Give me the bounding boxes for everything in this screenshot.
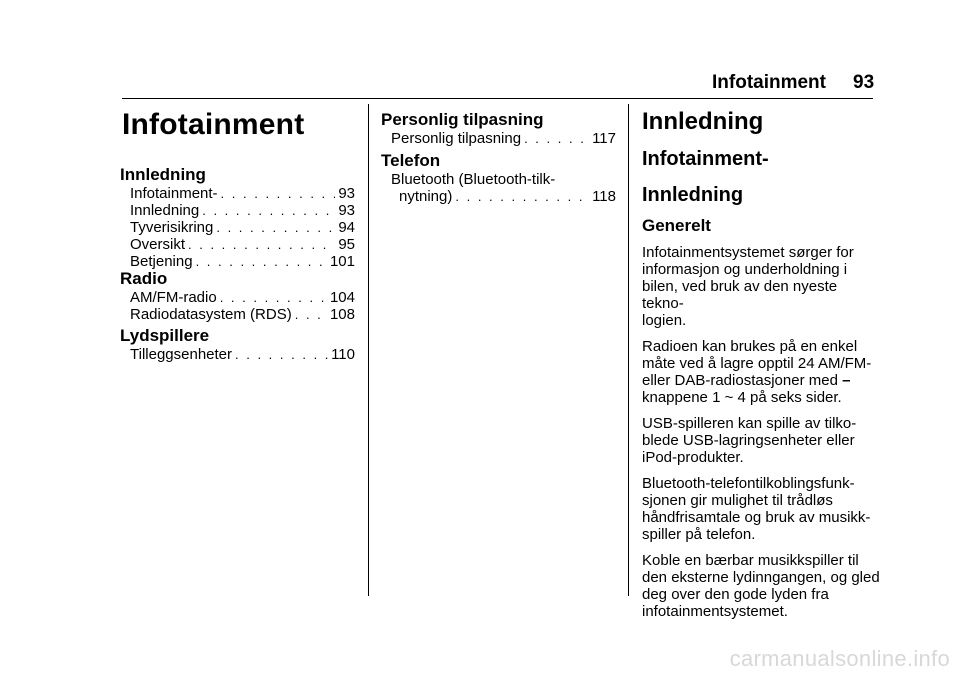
- toc-entry-label-cont: nytning): [399, 188, 453, 205]
- toc-entry-line1[interactable]: [381, 171, 616, 188]
- toc-entry-label: Infotainment-: [130, 185, 218, 202]
- toc-entry-page: 93: [338, 185, 355, 202]
- paragraph-line: [642, 372, 882, 389]
- toc-entry-label: Tilleggsenheter: [130, 346, 233, 363]
- toc-mid-group-2: [381, 151, 616, 205]
- column-divider-left: [368, 104, 369, 596]
- toc-entry[interactable]: [120, 253, 355, 270]
- toc-entry-label: Betjening: [130, 253, 193, 270]
- toc-entry[interactable]: [120, 219, 355, 236]
- body-paragraph: [642, 552, 882, 620]
- toc-leader-dots: [235, 346, 328, 363]
- toc-entry-label: AM/FM-radio: [130, 289, 217, 306]
- toc-entry-page: 118: [592, 188, 616, 205]
- toc-entry[interactable]: [120, 306, 355, 323]
- toc-entry[interactable]: [120, 185, 355, 202]
- paragraph-line: blede USB-lagringsenheter eller: [642, 432, 855, 449]
- paragraph-line: håndfrisamtale og bruk av musikk-: [642, 509, 871, 526]
- toc-entry-page: 117: [592, 130, 616, 147]
- toc-entry-page: 94: [338, 219, 355, 236]
- toc-entry-page: 108: [329, 306, 355, 323]
- content-column: [642, 108, 882, 620]
- chapter-title: Infotainment: [122, 108, 305, 141]
- toc-leader-dots: [196, 253, 327, 270]
- paragraph-line: Radioen kan brukes på en enkel: [642, 338, 858, 355]
- paragraph-line: spiller på telefon.: [642, 526, 756, 543]
- toc-section-heading: Lydspillere: [120, 326, 210, 345]
- toc-entry-page: 95: [338, 236, 355, 253]
- subsection-heading-line2: Innledning: [642, 184, 744, 206]
- toc-entry-page: 93: [338, 202, 355, 219]
- toc-entry[interactable]: [120, 202, 355, 219]
- toc-entry-label: Bluetooth (Bluetooth-tilk-: [391, 171, 556, 188]
- toc-entry-page: 110: [331, 346, 355, 363]
- paragraph-line: Infotainmentsystemet sørger for: [642, 244, 854, 261]
- paragraph-line: logien.: [642, 312, 687, 329]
- toc-leader-dots: [524, 130, 589, 147]
- toc-left-group-1: [120, 165, 355, 270]
- body-paragraph: [642, 338, 882, 406]
- toc-leader-dots: [216, 219, 335, 236]
- toc-entry[interactable]: [381, 188, 616, 205]
- toc-entry-page: 104: [329, 289, 355, 306]
- watermark: carmanualsonline.info: [729, 646, 950, 671]
- paragraph-line: den eksterne lydinngangen, og gled: [642, 569, 880, 586]
- paragraph-line: bilen, ved bruk av den nyeste tekno-: [642, 278, 838, 312]
- toc-leader-dots: [202, 202, 335, 219]
- toc-section-heading: Radio: [120, 269, 168, 288]
- paragraph-line: Bluetooth-telefontilkoblingsfunk-: [642, 475, 855, 492]
- paragraph-line: informasjon og underholdning i: [642, 261, 848, 278]
- running-header-title: Infotainment: [712, 72, 826, 93]
- toc-leader-dots: [221, 185, 336, 202]
- paragraph-line: måte ved å lagre opptil 24 AM/FM-: [642, 355, 872, 372]
- toc-leader-dots: [455, 188, 589, 205]
- toc-entry-label: Radiodatasystem (RDS): [130, 306, 292, 323]
- toc-mid-group-1: [381, 110, 616, 147]
- toc-entry-label: Personlig tilpasning: [391, 130, 522, 147]
- toc-entry[interactable]: [120, 289, 355, 306]
- section-heading: Innledning: [642, 108, 764, 135]
- column-divider-right: [628, 104, 629, 596]
- toc-left-group-2: [120, 269, 355, 323]
- paragraph-line: iPod-produkter.: [642, 449, 744, 466]
- paragraph-line: Koble en bærbar musikkspiller til: [642, 552, 859, 569]
- topic-heading: Generelt: [642, 216, 711, 235]
- paragraph-line: deg over den gode lyden fra: [642, 586, 829, 603]
- toc-left-group-3: [120, 326, 355, 363]
- paragraph-line: knappene 1 ~ 4 på seks sider.: [642, 389, 842, 406]
- toc-section-heading: Innledning: [120, 165, 206, 184]
- paragraph-line: USB-spilleren kan spille av tilko-: [642, 415, 857, 432]
- toc-leader-dots: [220, 289, 327, 306]
- toc-entry[interactable]: [120, 236, 355, 253]
- toc-entry-label: Oversikt: [130, 236, 186, 253]
- toc-entry-label: Tyverisikring: [130, 219, 214, 236]
- toc-section-heading: Telefon: [381, 151, 441, 170]
- toc-entry-label: Innledning: [130, 202, 200, 219]
- paragraph-line: sjonen gir mulighet til trådløs: [642, 492, 833, 509]
- toc-entry[interactable]: [120, 346, 355, 363]
- header-rule: [122, 98, 873, 99]
- toc-leader-dots: [188, 236, 335, 253]
- body-paragraph: [642, 475, 882, 543]
- body-paragraph: [642, 415, 882, 466]
- toc-entry[interactable]: [381, 130, 616, 147]
- toc-section-heading: Personlig tilpasning: [381, 110, 544, 129]
- page-number: 93: [853, 72, 875, 93]
- toc-entry-page: 101: [329, 253, 355, 270]
- paragraph-line-text: eller DAB-radiostasjoner med: [642, 372, 838, 389]
- preset-button-icon: –: [842, 372, 851, 389]
- paragraph-line: infotainmentsystemet.: [642, 603, 788, 620]
- toc-leader-dots: [295, 306, 327, 323]
- body-paragraph: [642, 244, 882, 329]
- subsection-heading-line1: Infotainment-: [642, 148, 769, 170]
